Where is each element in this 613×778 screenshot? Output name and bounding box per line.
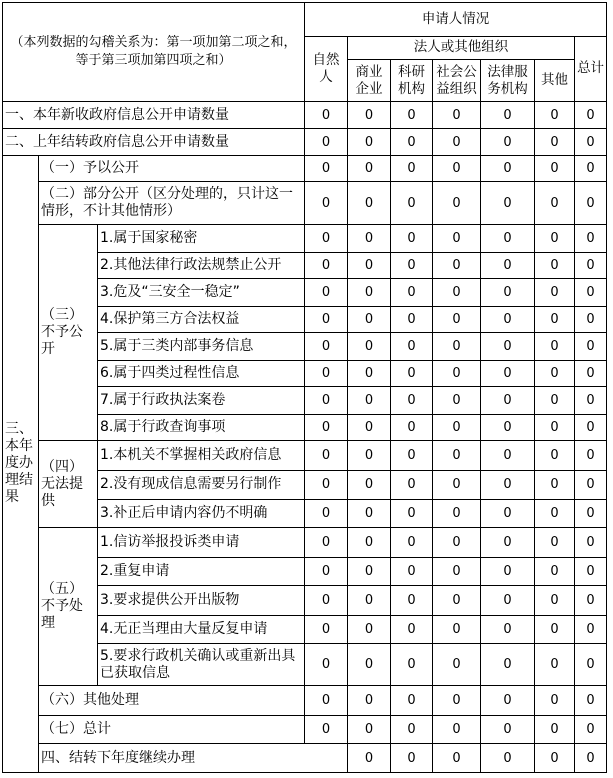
value-cell: 0: [535, 279, 575, 307]
value-cell: 0: [535, 528, 575, 558]
value-cell: 0: [391, 471, 433, 500]
value-cell: 0: [535, 333, 575, 361]
value-cell: 0: [391, 557, 433, 586]
value-cell: 0: [433, 225, 481, 253]
value-cell: 0: [305, 441, 348, 471]
value-cell: 0: [575, 715, 607, 744]
value-cell: 0: [348, 471, 391, 500]
value-cell: 0: [391, 182, 433, 225]
value-cell: 0: [391, 252, 433, 279]
value-cell: 0: [391, 101, 433, 129]
value-cell: 0: [433, 182, 481, 225]
value-cell: 0: [535, 744, 575, 773]
value-cell: 0: [575, 686, 607, 716]
value-cell: 0: [391, 306, 433, 333]
value-cell: 0: [535, 644, 575, 686]
value-cell: 0: [391, 387, 433, 415]
item-label: 3.要求提供公开出版物: [98, 586, 305, 616]
value-cell: 0: [391, 279, 433, 307]
value-cell: 0: [305, 387, 348, 415]
category-row: [3, 686, 607, 716]
value-cell: 0: [481, 155, 535, 182]
total-header: 总计: [575, 36, 607, 101]
header-row: [3, 3, 607, 37]
value-cell: 0: [348, 715, 391, 744]
value-cell: 0: [433, 101, 481, 129]
item-label: 2.重复申请: [98, 557, 305, 586]
value-cell: 0: [575, 414, 607, 441]
value-cell: 0: [348, 686, 391, 716]
item-label: 5.属于三类内部事务信息: [98, 333, 305, 361]
item-label: 1.属于国家秘密: [98, 225, 305, 253]
value-cell: 0: [391, 441, 433, 471]
value-cell: 0: [481, 414, 535, 441]
value-cell: 0: [535, 414, 575, 441]
value-cell: 0: [305, 129, 348, 156]
value-cell: 0: [305, 225, 348, 253]
value-cell: 0: [305, 360, 348, 387]
subcolumn-header: 法律服务机构: [481, 60, 535, 102]
value-cell: 0: [575, 441, 607, 471]
value-cell: 0: [391, 744, 433, 773]
value-cell: 0: [575, 557, 607, 586]
section-row: [3, 101, 607, 129]
value-cell: 0: [575, 155, 607, 182]
value-cell: 0: [481, 225, 535, 253]
item-row: [3, 528, 607, 558]
value-cell: 0: [305, 155, 348, 182]
value-cell: 0: [433, 279, 481, 307]
value-cell: 0: [348, 129, 391, 156]
value-cell: 0: [535, 252, 575, 279]
item-row: [3, 225, 607, 253]
value-cell: 0: [575, 499, 607, 528]
value-cell: 0: [391, 528, 433, 558]
value-cell: 0: [391, 715, 433, 744]
value-cell: 0: [481, 686, 535, 716]
value-cell: 0: [391, 686, 433, 716]
value-cell: 0: [481, 129, 535, 156]
value-cell: 0: [305, 528, 348, 558]
value-cell: 0: [348, 101, 391, 129]
value-cell: 0: [575, 387, 607, 415]
natural-person-header: 自然人: [305, 36, 348, 101]
disclosure-statistics-table: [2, 2, 607, 773]
value-cell: 0: [481, 387, 535, 415]
item-label: 7.属于行政执法案卷: [98, 387, 305, 415]
value-cell: 0: [433, 686, 481, 716]
value-cell: 0: [391, 414, 433, 441]
value-cell: 0: [348, 182, 391, 225]
value-cell: 0: [305, 252, 348, 279]
value-cell: 0: [481, 471, 535, 500]
value-cell: 0: [575, 252, 607, 279]
value-cell: 0: [305, 333, 348, 361]
value-cell: 0: [433, 471, 481, 500]
value-cell: 0: [433, 441, 481, 471]
subcolumn-header: 商业企业: [348, 60, 391, 102]
value-cell: 0: [433, 360, 481, 387]
value-cell: 0: [575, 225, 607, 253]
value-cell: 0: [348, 441, 391, 471]
value-cell: 0: [433, 306, 481, 333]
category-label: （四）无法提供: [39, 441, 98, 528]
value-cell: 0: [305, 306, 348, 333]
item-label: 4.保护第三方合法权益: [98, 306, 305, 333]
value-cell: 0: [575, 586, 607, 616]
value-cell: 0: [535, 182, 575, 225]
value-cell: 0: [391, 586, 433, 616]
value-cell: 0: [391, 644, 433, 686]
category-label: （七）总计: [39, 715, 305, 744]
value-cell: 0: [305, 101, 348, 129]
value-cell: 0: [433, 528, 481, 558]
value-cell: 0: [305, 715, 348, 744]
value-cell: 0: [535, 155, 575, 182]
value-cell: 0: [348, 225, 391, 253]
value-cell: 0: [535, 387, 575, 415]
value-cell: 0: [305, 586, 348, 616]
value-cell: 0: [348, 499, 391, 528]
value-cell: 0: [391, 615, 433, 644]
item-label: 1.本机关不掌握相关政府信息: [98, 441, 305, 471]
value-cell: 0: [348, 644, 391, 686]
value-cell: 0: [481, 715, 535, 744]
value-cell: 0: [433, 499, 481, 528]
value-cell: 0: [391, 360, 433, 387]
value-cell: 0: [481, 252, 535, 279]
value-cell: 0: [575, 644, 607, 686]
value-cell: 0: [433, 129, 481, 156]
value-cell: 0: [535, 471, 575, 500]
value-cell: 0: [433, 715, 481, 744]
value-cell: 0: [481, 101, 535, 129]
value-cell: 0: [575, 182, 607, 225]
value-cell: 0: [433, 414, 481, 441]
value-cell: 0: [305, 615, 348, 644]
value-cell: 0: [391, 225, 433, 253]
value-cell: 0: [535, 615, 575, 644]
category-row: [3, 155, 607, 182]
applicant-info-header: 申请人情况: [305, 3, 607, 37]
category-label: （六）其他处理: [39, 686, 305, 716]
value-cell: 0: [433, 615, 481, 644]
value-cell: 0: [481, 615, 535, 644]
value-cell: 0: [535, 101, 575, 129]
section-row: [3, 744, 607, 773]
category-row: [3, 715, 607, 744]
value-cell: 0: [535, 686, 575, 716]
section-row: [3, 129, 607, 156]
value-cell: 0: [348, 387, 391, 415]
value-cell: 0: [481, 306, 535, 333]
value-cell: 0: [348, 414, 391, 441]
item-label: 4.无正当理由大量反复申请: [98, 615, 305, 644]
value-cell: 0: [348, 279, 391, 307]
value-cell: 0: [305, 557, 348, 586]
value-cell: 0: [305, 644, 348, 686]
item-label: 3.补正后申请内容仍不明确: [98, 499, 305, 528]
value-cell: 0: [575, 528, 607, 558]
value-cell: 0: [481, 528, 535, 558]
value-cell: 0: [535, 715, 575, 744]
item-label: 8.属于行政查询事项: [98, 414, 305, 441]
value-cell: 0: [481, 279, 535, 307]
subcolumn-header: 科研机构: [391, 60, 433, 102]
value-cell: 0: [481, 557, 535, 586]
value-cell: 0: [433, 387, 481, 415]
value-cell: 0: [348, 615, 391, 644]
value-cell: 0: [391, 155, 433, 182]
item-label: 2.没有现成信息需要另行制作: [98, 471, 305, 500]
value-cell: 0: [575, 306, 607, 333]
value-cell: 0: [481, 586, 535, 616]
subcolumn-header: 其他: [535, 60, 575, 102]
value-cell: 0: [535, 557, 575, 586]
value-cell: 0: [535, 441, 575, 471]
value-cell: 0: [348, 155, 391, 182]
value-cell: 0: [575, 360, 607, 387]
value-cell: 0: [305, 686, 348, 716]
value-cell: 0: [575, 471, 607, 500]
value-cell: 0: [348, 557, 391, 586]
value-cell: 0: [535, 129, 575, 156]
category-label: （二）部分公开（区分处理的，只计这一情形，不计其他情形）: [39, 182, 305, 225]
value-cell: 0: [433, 252, 481, 279]
value-cell: 0: [348, 252, 391, 279]
value-cell: 0: [575, 279, 607, 307]
section-label: 二、上年结转政府信息公开申请数量: [3, 129, 305, 156]
value-cell: 0: [348, 528, 391, 558]
value-cell: 0: [535, 586, 575, 616]
value-cell: 0: [481, 499, 535, 528]
value-cell: 0: [433, 586, 481, 616]
category-label: （五）不予处理: [39, 528, 98, 686]
value-cell: 0: [348, 360, 391, 387]
legal-person-header: 法人或其他组织: [348, 36, 575, 59]
item-row: [3, 441, 607, 471]
value-cell: 0: [305, 414, 348, 441]
item-label: 5.要求行政机关确认或重新出具已获取信息: [98, 644, 305, 686]
item-label: 1.信访举报投诉类申请: [98, 528, 305, 558]
value-cell: 0: [481, 333, 535, 361]
section-label: 一、本年新收政府信息公开申请数量: [3, 101, 305, 129]
section-label: 四、结转下年度继续办理: [39, 744, 348, 773]
value-cell: 0: [348, 306, 391, 333]
value-cell: 0: [433, 557, 481, 586]
value-cell: 0: [481, 744, 535, 773]
value-cell: 0: [348, 744, 391, 773]
value-cell: 0: [391, 129, 433, 156]
value-cell: 0: [481, 644, 535, 686]
column-note: （本列数据的勾稽关系为：第一项加第二项之和，等于第三项加第四项之和）: [3, 3, 305, 102]
value-cell: 0: [305, 471, 348, 500]
item-label: 2.其他法律行政法规禁止公开: [98, 252, 305, 279]
value-cell: 0: [575, 129, 607, 156]
item-label: 3.危及“三安全一稳定”: [98, 279, 305, 307]
value-cell: 0: [391, 333, 433, 361]
value-cell: 0: [348, 586, 391, 616]
category-label: （三）不予公开: [39, 225, 98, 441]
category-row: [3, 182, 607, 225]
value-cell: 0: [535, 306, 575, 333]
value-cell: 0: [575, 101, 607, 129]
value-cell: 0: [535, 499, 575, 528]
value-cell: 0: [433, 744, 481, 773]
value-cell: 0: [481, 360, 535, 387]
value-cell: 0: [305, 182, 348, 225]
value-cell: 0: [535, 360, 575, 387]
section-label: 三、本年度办理结果: [3, 155, 39, 772]
value-cell: 0: [575, 744, 607, 773]
value-cell: 0: [481, 182, 535, 225]
value-cell: 0: [348, 333, 391, 361]
value-cell: 0: [535, 225, 575, 253]
value-cell: 0: [481, 441, 535, 471]
value-cell: 0: [305, 499, 348, 528]
value-cell: 0: [433, 155, 481, 182]
value-cell: 0: [575, 333, 607, 361]
value-cell: 0: [391, 499, 433, 528]
value-cell: 0: [433, 333, 481, 361]
value-cell: 0: [305, 279, 348, 307]
subcolumn-header: 社会公益组织: [433, 60, 481, 102]
item-label: 6.属于四类过程性信息: [98, 360, 305, 387]
value-cell: 0: [575, 615, 607, 644]
category-label: （一）予以公开: [39, 155, 305, 182]
value-cell: 0: [433, 644, 481, 686]
